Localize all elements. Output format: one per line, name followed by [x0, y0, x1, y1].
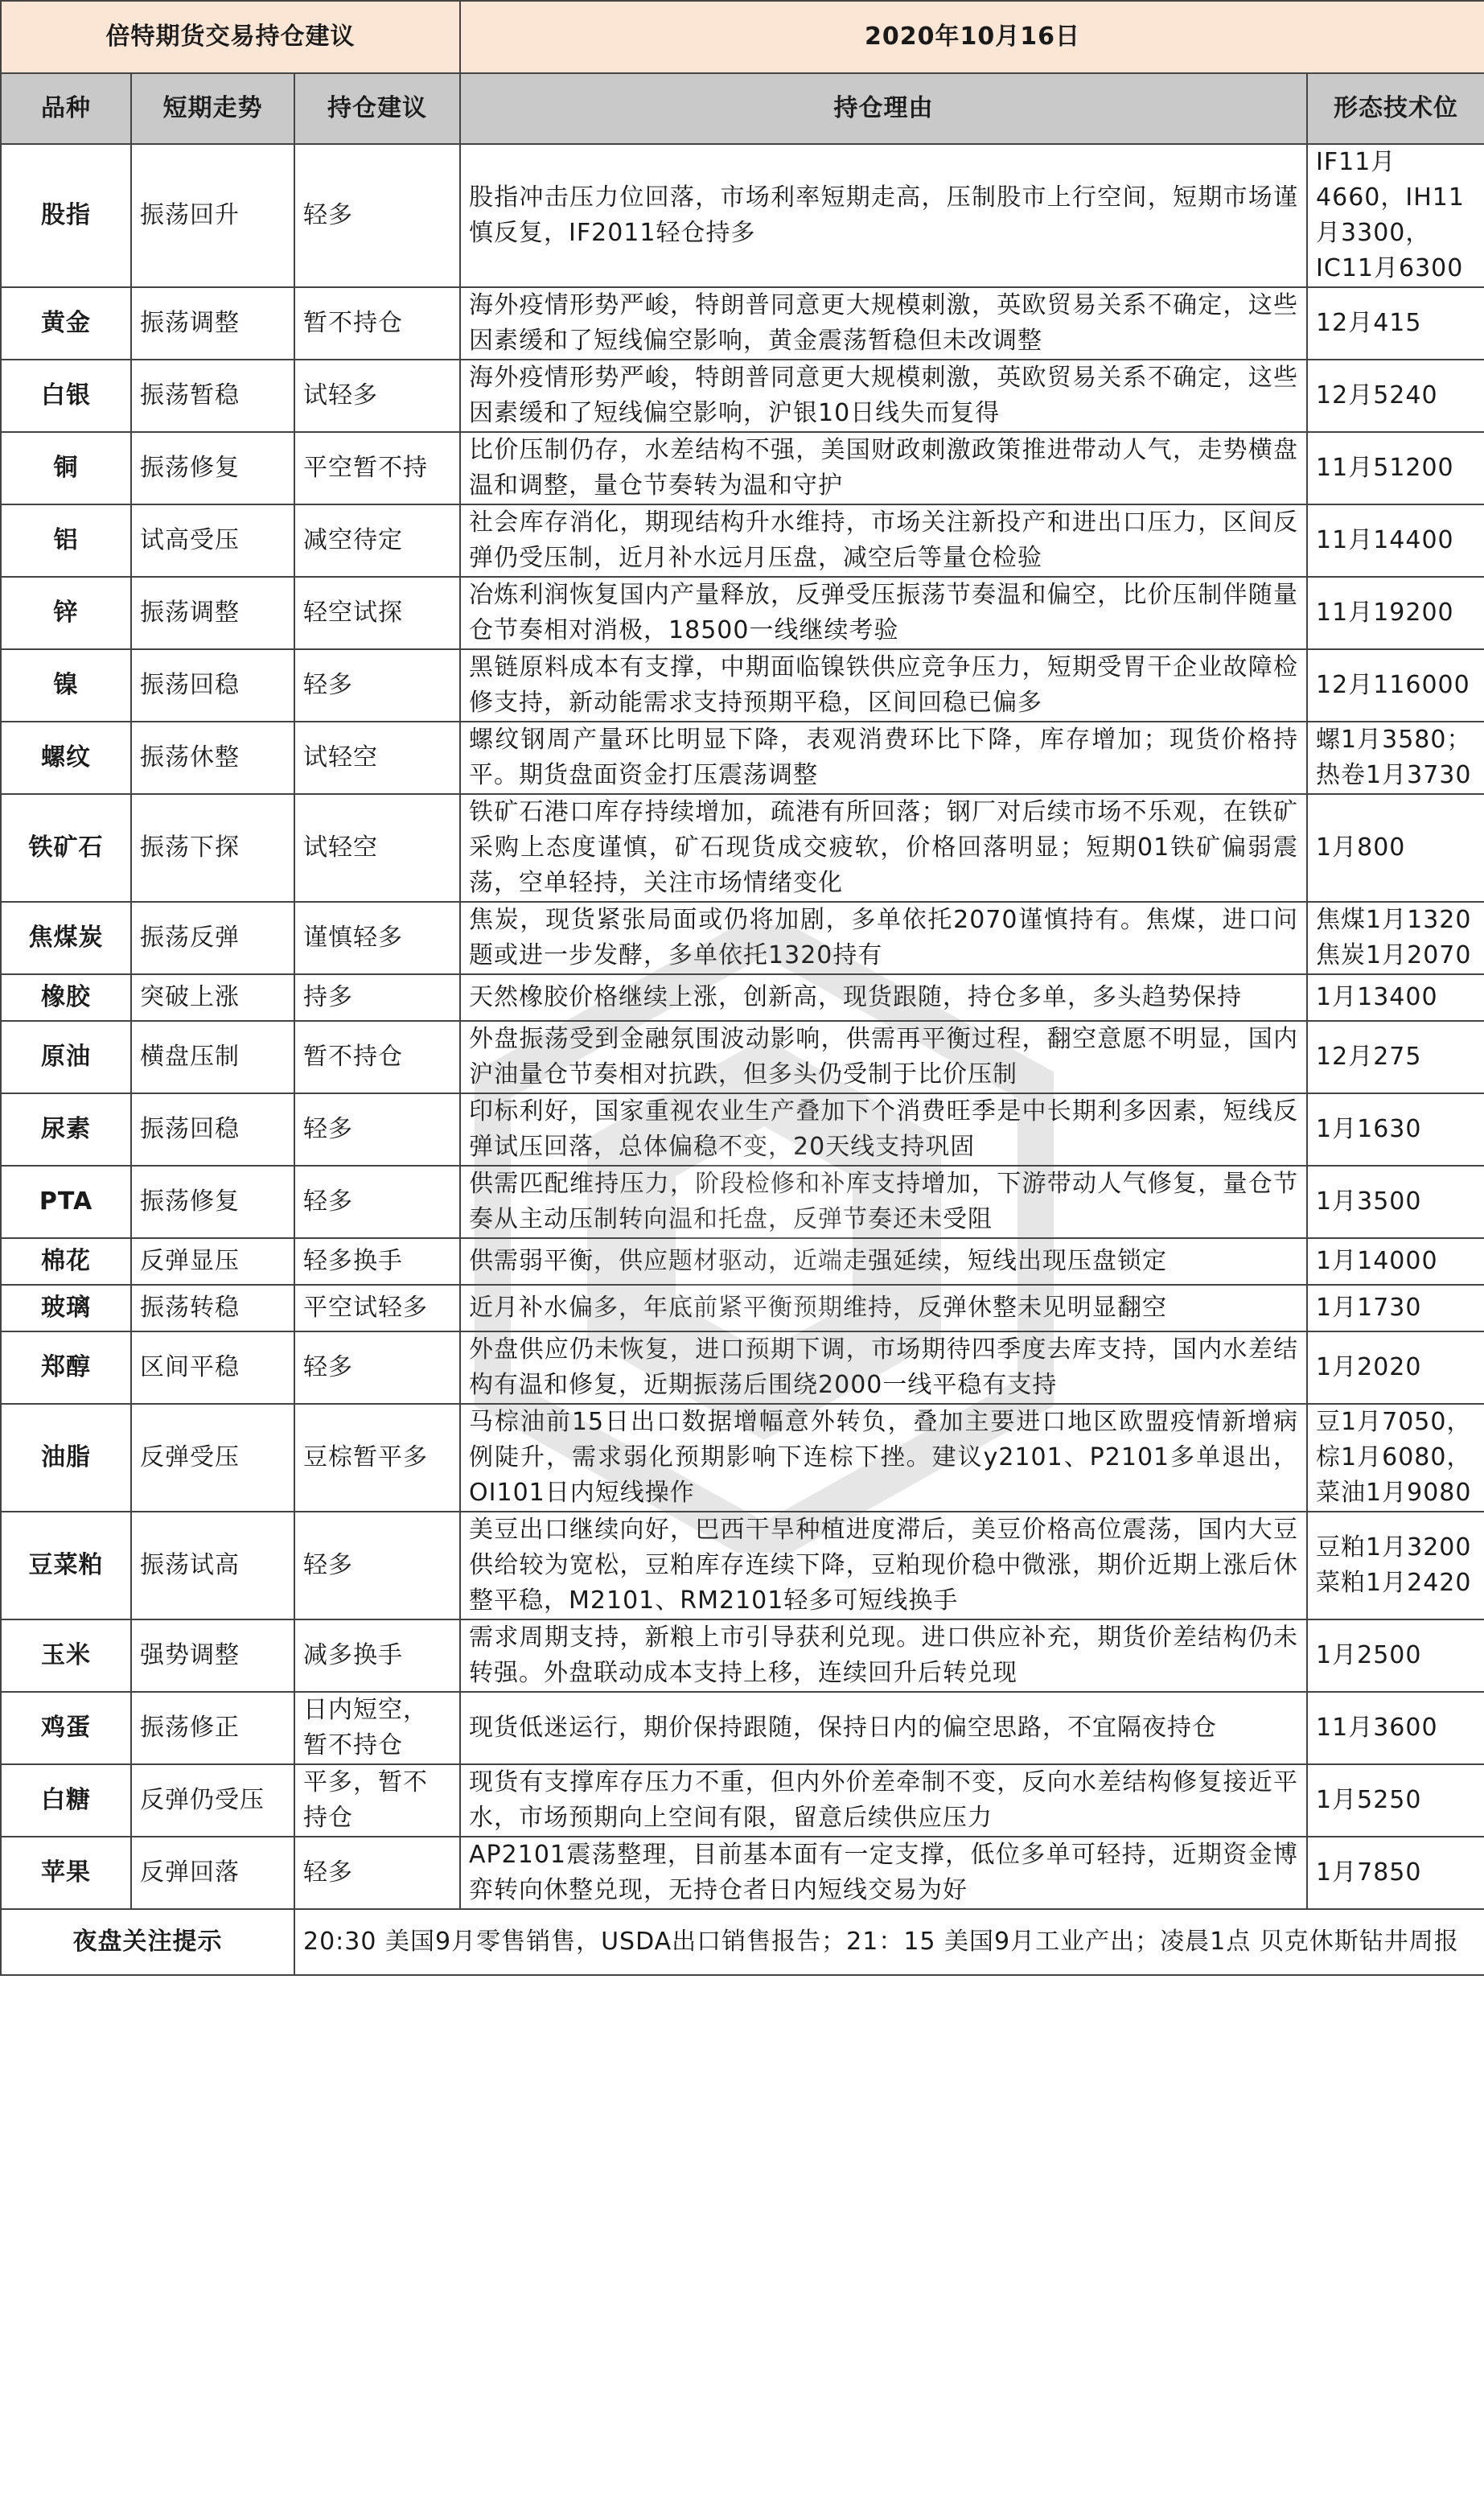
tech-cell: 1月3500	[1307, 1166, 1484, 1238]
advice-cell: 试轻空	[294, 722, 460, 794]
variety-cell: 郑醇	[1, 1331, 131, 1404]
tech-cell: 豆1月7050，棕1月6080，菜油1月9080	[1307, 1404, 1484, 1512]
table-row	[1, 1619, 1484, 1692]
tech-cell: 12月415	[1307, 287, 1484, 360]
advice-cell: 平空暂不持	[294, 432, 460, 504]
table-row	[1, 974, 1484, 1021]
tech-cell: 豆粕1月3200 菜粕1月2420	[1307, 1512, 1484, 1619]
variety-cell: 股指	[1, 144, 131, 287]
reason-cell: 马棕油前15日出口数据增幅意外转负，叠加主要进口地区欧盟疫情新增病例陡升，需求弱化预期影响下连棕下挫。建议y2101、P2101多单退出，OI101日内短线操作	[460, 1404, 1307, 1512]
trend-cell: 振荡暂稳	[131, 360, 294, 432]
table-row	[1, 1512, 1484, 1619]
variety-cell: 螺纹	[1, 722, 131, 794]
trend-cell: 横盘压制	[131, 1021, 294, 1093]
trend-cell: 振荡转稳	[131, 1285, 294, 1331]
tech-cell: 1月14000	[1307, 1238, 1484, 1285]
header-variety: 品种	[1, 73, 131, 144]
advice-cell: 持多	[294, 974, 460, 1021]
tech-cell: 12月116000	[1307, 649, 1484, 722]
trend-cell: 振荡回稳	[131, 1093, 294, 1166]
variety-cell: 铜	[1, 432, 131, 504]
advice-cell: 轻多	[294, 144, 460, 287]
advice-cell: 试轻多	[294, 360, 460, 432]
advice-cell: 轻多	[294, 1512, 460, 1619]
reason-cell: 比价压制仍存，水差结构不强，美国财政刺激政策推进带动人气，走势横盘温和调整，量仓节奏转为温和守护	[460, 432, 1307, 504]
tech-cell: 螺1月3580；热卷1月3730	[1307, 722, 1484, 794]
variety-cell: 玻璃	[1, 1285, 131, 1331]
tech-cell: 12月5240	[1307, 360, 1484, 432]
variety-cell: 豆菜粕	[1, 1512, 131, 1619]
reason-cell: 供需弱平衡，供应题材驱动，近端走强延续，短线出现压盘锁定	[460, 1238, 1307, 1285]
variety-cell: 焦煤炭	[1, 902, 131, 974]
advice-cell: 减多换手	[294, 1619, 460, 1692]
reason-cell: 社会库存消化，期现结构升水维持，市场关注新投产和进出口压力，区间反弹仍受压制，近月补水远月压盘，减空后等量仓检验	[460, 504, 1307, 577]
tech-cell: 1月1730	[1307, 1285, 1484, 1331]
night-session-label: 夜盘关注提示	[1, 1909, 294, 1975]
variety-cell: 白银	[1, 360, 131, 432]
table-row	[1, 144, 1484, 287]
title-row	[1, 1, 1484, 73]
tech-cell: 1月2020	[1307, 1331, 1484, 1404]
night-session-text: 20:30 美国9月零售销售，USDA出口销售报告；21：15 美国9月工业产出；凌晨1点 贝克休斯钻井周报	[294, 1909, 1484, 1975]
variety-cell: 黄金	[1, 287, 131, 360]
reason-cell: 螺纹钢周产量环比明显下降，表观消费环比下降，库存增加；现货价格持平。期货盘面资金打压震荡调整	[460, 722, 1307, 794]
tech-cell: 1月1630	[1307, 1093, 1484, 1166]
table-row	[1, 902, 1484, 974]
trend-cell: 振荡调整	[131, 287, 294, 360]
tech-cell: 11月3600	[1307, 1692, 1484, 1764]
variety-cell: 橡胶	[1, 974, 131, 1021]
reason-cell: 现货有支撑库存压力不重，但内外价差牵制不变，反向水差结构修复接近平水，市场预期向上空间有限，留意后续供应压力	[460, 1764, 1307, 1837]
trend-cell: 振荡修正	[131, 1692, 294, 1764]
trend-cell: 振荡反弹	[131, 902, 294, 974]
table-row	[1, 1093, 1484, 1166]
trend-cell: 试高受压	[131, 504, 294, 577]
variety-cell: 镍	[1, 649, 131, 722]
tech-cell: IF11月4660，IH11月3300，IC11月6300	[1307, 144, 1484, 287]
trend-cell: 反弹仍受压	[131, 1764, 294, 1837]
table-row	[1, 1404, 1484, 1512]
table-row	[1, 1764, 1484, 1837]
tech-cell: 11月19200	[1307, 577, 1484, 649]
variety-cell: PTA	[1, 1166, 131, 1238]
advice-cell: 轻多	[294, 1093, 460, 1166]
reason-cell: 印标利好，国家重视农业生产叠加下个消费旺季是中长期利多因素，短线反弹试压回落，总体偏稳不变，20天线支持巩固	[460, 1093, 1307, 1166]
trend-cell: 振荡回稳	[131, 649, 294, 722]
table-row	[1, 287, 1484, 360]
variety-cell: 苹果	[1, 1837, 131, 1909]
advice-cell: 轻多	[294, 649, 460, 722]
advice-cell: 轻空试探	[294, 577, 460, 649]
table-row	[1, 1692, 1484, 1764]
table-row	[1, 504, 1484, 577]
trend-cell: 振荡修复	[131, 432, 294, 504]
advice-cell: 暂不持仓	[294, 287, 460, 360]
variety-cell: 锌	[1, 577, 131, 649]
trend-cell: 振荡试高	[131, 1512, 294, 1619]
reason-cell: 美豆出口继续向好，巴西干旱种植进度滞后，美豆价格高位震荡，国内大豆供给较为宽松，豆粕库存连续下降，豆粕现价稳中微涨，期价近期上涨后休整平稳，M2101、RM2101轻多可短线换手	[460, 1512, 1307, 1619]
tech-cell: 1月800	[1307, 794, 1484, 902]
header-trend: 短期走势	[131, 73, 294, 144]
advice-cell: 轻多换手	[294, 1238, 460, 1285]
trend-cell: 突破上涨	[131, 974, 294, 1021]
variety-cell: 油脂	[1, 1404, 131, 1512]
trend-cell: 强势调整	[131, 1619, 294, 1692]
table-row	[1, 577, 1484, 649]
reason-cell: 股指冲击压力位回落，市场利率短期走高，压制股市上行空间，短期市场谨慎反复，IF2011轻仓持多	[460, 144, 1307, 287]
header-reason: 持仓理由	[460, 73, 1307, 144]
table-row	[1, 1331, 1484, 1404]
table-row	[1, 1837, 1484, 1909]
reason-cell: 冶炼利润恢复国内产量释放，反弹受压振荡节奏温和偏空，比价压制伴随量仓节奏相对消极，18500一线继续考验	[460, 577, 1307, 649]
tech-cell: 11月51200	[1307, 432, 1484, 504]
variety-cell: 白糖	[1, 1764, 131, 1837]
advice-cell: 轻多	[294, 1166, 460, 1238]
reason-cell: AP2101震荡整理，目前基本面有一定支撑，低位多单可轻持，近期资金博弈转向休整兑现，无持仓者日内短线交易为好	[460, 1837, 1307, 1909]
reason-cell: 焦炭，现货紧张局面或仍将加剧，多单依托2070谨慎持有。焦煤，进口问题或进一步发酵，多单依托1320持有	[460, 902, 1307, 974]
advice-cell: 豆棕暂平多	[294, 1404, 460, 1512]
table-row	[1, 1021, 1484, 1093]
trend-cell: 振荡下探	[131, 794, 294, 902]
trend-cell: 反弹回落	[131, 1837, 294, 1909]
header-advice: 持仓建议	[294, 73, 460, 144]
trend-cell: 振荡调整	[131, 577, 294, 649]
tech-cell: 1月2500	[1307, 1619, 1484, 1692]
advice-cell: 减空待定	[294, 504, 460, 577]
advice-cell: 轻多	[294, 1331, 460, 1404]
reason-cell: 黑链原料成本有支撑，中期面临镍铁供应竞争压力，短期受胃干企业故障检修支持，新动能需求支持预期平稳，区间回稳已偏多	[460, 649, 1307, 722]
reason-cell: 天然橡胶价格继续上涨，创新高，现货跟随，持仓多单，多头趋势保持	[460, 974, 1307, 1021]
variety-cell: 鸡蛋	[1, 1692, 131, 1764]
advice-cell: 轻多	[294, 1837, 460, 1909]
tech-cell: 1月5250	[1307, 1764, 1484, 1837]
report-title: 倍特期货交易持仓建议	[1, 1, 460, 73]
tech-cell: 12月275	[1307, 1021, 1484, 1093]
trend-cell: 反弹显压	[131, 1238, 294, 1285]
table-row	[1, 1166, 1484, 1238]
reason-cell: 海外疫情形势严峻，特朗普同意更大规模刺激，英欧贸易关系不确定，这些因素缓和了短线偏空影响，黄金震荡暂稳但未改调整	[460, 287, 1307, 360]
variety-cell: 铁矿石	[1, 794, 131, 902]
reason-cell: 需求周期支持，新粮上市引导获利兑现。进口供应补充，期货价差结构仍未转强。外盘联动成本支持上移，连续回升后转兑现	[460, 1619, 1307, 1692]
reason-cell: 现货低迷运行，期价保持跟随，保持日内的偏空思路，不宜隔夜持仓	[460, 1692, 1307, 1764]
report-date: 2020年10月16日	[460, 1, 1484, 73]
table-row	[1, 649, 1484, 722]
trend-cell: 反弹受压	[131, 1404, 294, 1512]
reason-cell: 铁矿石港口库存持续增加，疏港有所回落；钢厂对后续市场不乐观，在铁矿采购上态度谨慎，矿石现货成交疲软，价格回落明显；短期01铁矿偏弱震荡，空单轻持，关注市场情绪变化	[460, 794, 1307, 902]
variety-cell: 原油	[1, 1021, 131, 1093]
footer-row	[1, 1909, 1484, 1975]
table-row	[1, 722, 1484, 794]
table-row	[1, 794, 1484, 902]
trend-cell: 振荡回升	[131, 144, 294, 287]
header-row	[1, 73, 1484, 144]
reason-cell: 外盘供应仍未恢复，进口预期下调，市场期待四季度去库支持，国内水差结构有温和修复，近期振荡后围绕2000一线平稳有支持	[460, 1331, 1307, 1404]
advice-cell: 平空试轻多	[294, 1285, 460, 1331]
advice-cell: 试轻空	[294, 794, 460, 902]
table-row	[1, 1285, 1484, 1331]
tech-cell: 1月7850	[1307, 1837, 1484, 1909]
trend-cell: 振荡休整	[131, 722, 294, 794]
reason-cell: 海外疫情形势严峻，特朗普同意更大规模刺激，英欧贸易关系不确定，这些因素缓和了短线偏空影响，沪银10日线失而复得	[460, 360, 1307, 432]
tech-cell: 焦煤1月1320 焦炭1月2070	[1307, 902, 1484, 974]
advice-cell: 谨慎轻多	[294, 902, 460, 974]
advice-cell: 日内短空，暂不持仓	[294, 1692, 460, 1764]
header-tech: 形态技术位	[1307, 73, 1484, 144]
variety-cell: 棉花	[1, 1238, 131, 1285]
tech-cell: 11月14400	[1307, 504, 1484, 577]
reason-cell: 供需匹配维持压力，阶段检修和补库支持增加，下游带动人气修复，量仓节奏从主动压制转向温和托盘，反弹节奏还未受阻	[460, 1166, 1307, 1238]
variety-cell: 铝	[1, 504, 131, 577]
trend-cell: 区间平稳	[131, 1331, 294, 1404]
reason-cell: 近月补水偏多，年底前紧平衡预期维持，反弹休整未见明显翻空	[460, 1285, 1307, 1331]
tech-cell: 1月13400	[1307, 974, 1484, 1021]
variety-cell: 尿素	[1, 1093, 131, 1166]
advice-cell: 平多，暂不持仓	[294, 1764, 460, 1837]
table-row	[1, 1238, 1484, 1285]
advice-cell: 暂不持仓	[294, 1021, 460, 1093]
variety-cell: 玉米	[1, 1619, 131, 1692]
reason-cell: 外盘振荡受到金融氛围波动影响，供需再平衡过程，翻空意愿不明显，国内沪油量仓节奏相对抗跌，但多头仍受制于比价压制	[460, 1021, 1307, 1093]
table-row	[1, 432, 1484, 504]
trend-cell: 振荡修复	[131, 1166, 294, 1238]
table-row	[1, 360, 1484, 432]
